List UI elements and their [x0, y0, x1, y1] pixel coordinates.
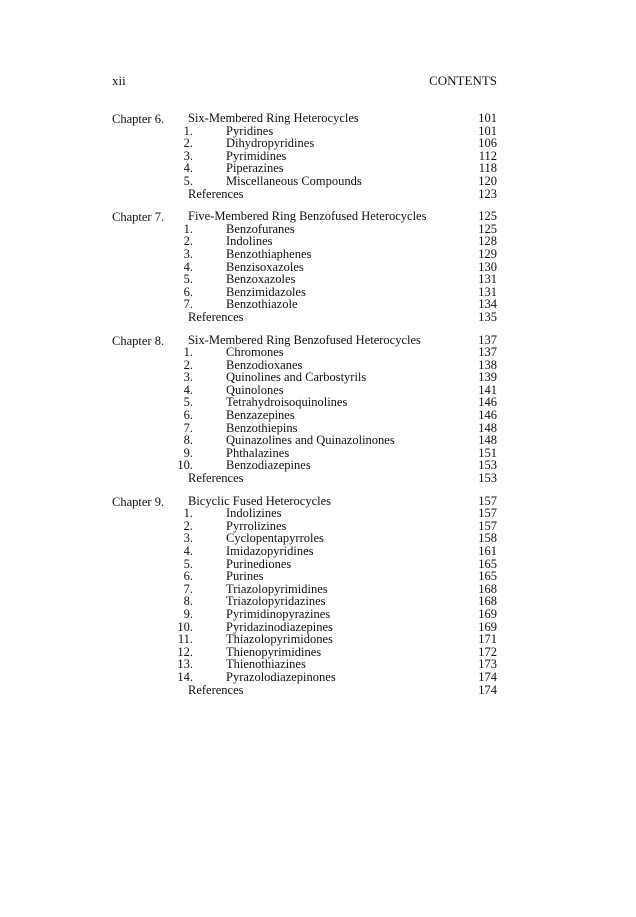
- section-row: [112, 558, 497, 571]
- section-page: 158: [478, 531, 497, 546]
- section-row: [112, 273, 497, 286]
- section-title: Pyrimidines: [226, 148, 287, 163]
- section-number: 2.: [183, 518, 193, 533]
- chapter-heading-row: [112, 334, 497, 347]
- chapter-page: 125: [478, 209, 497, 224]
- section-row: [112, 570, 497, 583]
- section-title: Tetrahydroisoquinolines: [226, 395, 348, 410]
- section-number: 12.: [177, 644, 193, 659]
- section-number: 6.: [183, 569, 193, 584]
- section-title: Quinolines and Carbostyrils: [226, 370, 367, 385]
- section-page: 169: [478, 606, 497, 621]
- chapter-page: 101: [478, 111, 497, 125]
- section-page: 130: [478, 259, 497, 274]
- section-title: Benzazepines: [226, 408, 295, 423]
- section-number: 1.: [183, 506, 193, 521]
- section-number: 2.: [183, 136, 193, 151]
- section-title: Phthalazines: [226, 445, 290, 460]
- section-title: Quinazolines and Quinazolinones: [226, 433, 395, 448]
- section-number: 9.: [183, 445, 193, 460]
- section-row: [112, 633, 497, 646]
- chapter-heading-row: [112, 112, 497, 125]
- references-row: [112, 472, 497, 485]
- references-page: 174: [478, 682, 497, 697]
- section-title: Benzodiazepines: [226, 458, 311, 473]
- section-number: 8.: [183, 594, 193, 609]
- section-title: Dihydropyridines: [226, 136, 315, 151]
- references-label: References: [188, 682, 244, 697]
- section-number: 5.: [183, 395, 193, 410]
- section-page: 148: [478, 433, 497, 448]
- section-title: Pyrazolodiazepinones: [226, 669, 336, 684]
- section-title: Benzothiepins: [226, 420, 298, 435]
- section-page: 118: [478, 161, 497, 176]
- section-title: Imidazopyridines: [226, 544, 314, 558]
- section-page: 153: [478, 458, 497, 473]
- section-row: [112, 223, 497, 236]
- section-page: 112: [478, 148, 497, 163]
- section-title: Pyridazinodiazepines: [226, 619, 333, 634]
- section-page: 138: [478, 357, 497, 372]
- section-number: 2.: [183, 357, 193, 372]
- section-row: [112, 671, 497, 684]
- references-row: [112, 684, 497, 697]
- section-title: Triazolopyrimidines: [226, 581, 328, 596]
- section-page: 148: [478, 420, 497, 435]
- section-number: 4.: [183, 259, 193, 274]
- references-label: References: [188, 186, 244, 201]
- section-row: [112, 507, 497, 520]
- section-number: 6.: [183, 284, 193, 299]
- section-page: 146: [478, 395, 497, 410]
- section-page: 101: [478, 123, 497, 138]
- section-page: 171: [478, 632, 497, 647]
- references-label: References: [188, 309, 244, 324]
- section-row: [112, 298, 497, 311]
- toc-chapter: [112, 112, 497, 200]
- section-title: Benzisoxazoles: [226, 259, 304, 274]
- section-row: [112, 137, 497, 150]
- section-title: Benzothiazole: [226, 297, 298, 312]
- section-row: [112, 434, 497, 447]
- section-page: 168: [478, 581, 497, 596]
- section-number: 1.: [183, 221, 193, 236]
- section-page: 128: [478, 234, 497, 249]
- section-page: 172: [478, 644, 497, 659]
- toc-chapter: [112, 334, 497, 485]
- section-number: 8.: [183, 433, 193, 448]
- section-row: [112, 608, 497, 621]
- section-title: Indolines: [226, 234, 273, 249]
- section-page: 106: [478, 136, 497, 151]
- references-page: 135: [478, 309, 497, 324]
- section-number: 4.: [183, 544, 193, 558]
- section-page: 146: [478, 408, 497, 423]
- toc-chapter: [112, 495, 497, 697]
- section-number: 5.: [183, 173, 193, 188]
- section-title: Pyrimidinopyrazines: [226, 606, 331, 621]
- section-row: [112, 459, 497, 472]
- table-of-contents: [112, 112, 497, 706]
- section-number: 1.: [183, 345, 193, 360]
- page-number: xii: [112, 73, 126, 88]
- section-page: 165: [478, 569, 497, 584]
- references-page: 153: [478, 471, 497, 486]
- section-number: 6.: [183, 408, 193, 423]
- section-row: [112, 409, 497, 422]
- section-title: Chromones: [226, 345, 284, 360]
- section-page: 131: [478, 272, 497, 287]
- section-number: 3.: [183, 148, 193, 163]
- section-row: [112, 261, 497, 274]
- references-row: [112, 188, 497, 201]
- section-number: 5.: [183, 556, 193, 571]
- section-number: 1.: [183, 123, 193, 138]
- section-number: 5.: [183, 272, 193, 287]
- chapter-label: Chapter 6.: [112, 112, 165, 126]
- section-row: [112, 371, 497, 384]
- section-page: 131: [478, 284, 497, 299]
- section-page: 139: [478, 370, 497, 385]
- section-number: 3.: [183, 370, 193, 385]
- section-row: [112, 286, 497, 299]
- section-page: 129: [478, 246, 497, 261]
- section-title: Benzodioxanes: [226, 357, 303, 372]
- section-number: 2.: [183, 234, 193, 249]
- chapter-page: 137: [478, 332, 497, 347]
- section-title: Thiazolopyrimidones: [226, 632, 333, 647]
- section-number: 10.: [177, 619, 193, 634]
- section-row: [112, 346, 497, 359]
- section-row: [112, 175, 497, 188]
- chapter-heading-row: [112, 210, 497, 223]
- section-number: 9.: [183, 606, 193, 621]
- chapter-label: Chapter 7.: [112, 210, 165, 225]
- running-head: CONTENTS: [429, 73, 497, 88]
- section-row: [112, 248, 497, 261]
- section-row: [112, 150, 497, 163]
- section-title: Indolizines: [226, 506, 282, 521]
- section-number: 4.: [183, 382, 193, 397]
- section-title: Piperazines: [226, 161, 284, 176]
- section-title: Miscellaneous Compounds: [226, 173, 362, 188]
- section-number: 7.: [183, 297, 193, 312]
- section-page: 161: [478, 544, 497, 558]
- section-number: 3.: [183, 531, 193, 546]
- chapter-title: Bicyclic Fused Heterocycles: [188, 493, 332, 508]
- section-number: 3.: [183, 246, 193, 261]
- section-title: Cyclopentapyrroles: [226, 531, 324, 546]
- chapter-title: Five-Membered Ring Benzofused Heterocycles: [188, 209, 427, 224]
- section-page: 169: [478, 619, 497, 634]
- section-title: Purines: [226, 569, 264, 584]
- section-title: Pyrrolizines: [226, 518, 287, 533]
- section-title: Triazolopyridazines: [226, 594, 326, 609]
- section-number: 13.: [177, 657, 193, 672]
- section-page: 174: [478, 669, 497, 684]
- section-page: 134: [478, 297, 497, 312]
- section-number: 11.: [177, 632, 193, 647]
- section-title: Thienopyrimidines: [226, 644, 322, 659]
- section-page: 157: [478, 518, 497, 533]
- section-number: 7.: [183, 420, 193, 435]
- section-page: 168: [478, 594, 497, 609]
- section-title: Quinolones: [226, 382, 284, 397]
- chapter-title: Six-Membered Ring Heterocycles: [188, 111, 359, 125]
- section-title: Benzoxazoles: [226, 272, 296, 287]
- section-page: 141: [478, 382, 497, 397]
- chapter-title: Six-Membered Ring Benzofused Heterocycles: [188, 332, 421, 347]
- section-title: Thienothiazines: [226, 657, 306, 672]
- references-row: [112, 311, 497, 324]
- chapter-label: Chapter 9.: [112, 494, 165, 509]
- section-page: 173: [478, 657, 497, 672]
- section-page: 165: [478, 556, 497, 571]
- section-number: 4.: [183, 161, 193, 176]
- chapter-page: 157: [478, 493, 497, 508]
- chapter-heading-row: [112, 495, 497, 508]
- chapter-label: Chapter 8.: [112, 333, 165, 348]
- section-row: [112, 545, 497, 558]
- section-row: [112, 396, 497, 409]
- section-page: 151: [478, 445, 497, 460]
- section-page: 120: [478, 173, 497, 188]
- section-number: 14.: [177, 669, 193, 684]
- section-title: Purinediones: [226, 556, 292, 571]
- section-number: 7.: [183, 581, 193, 596]
- section-page: 125: [478, 221, 497, 236]
- section-page: 137: [478, 345, 497, 360]
- section-title: Benzofuranes: [226, 221, 295, 236]
- toc-chapter: [112, 210, 497, 323]
- section-title: Pyridines: [226, 123, 274, 138]
- references-label: References: [188, 471, 244, 486]
- references-page: 123: [478, 186, 497, 201]
- section-page: 157: [478, 506, 497, 521]
- section-title: Benzimidazoles: [226, 284, 306, 299]
- section-number: 10.: [177, 458, 193, 473]
- section-title: Benzothiaphenes: [226, 246, 312, 261]
